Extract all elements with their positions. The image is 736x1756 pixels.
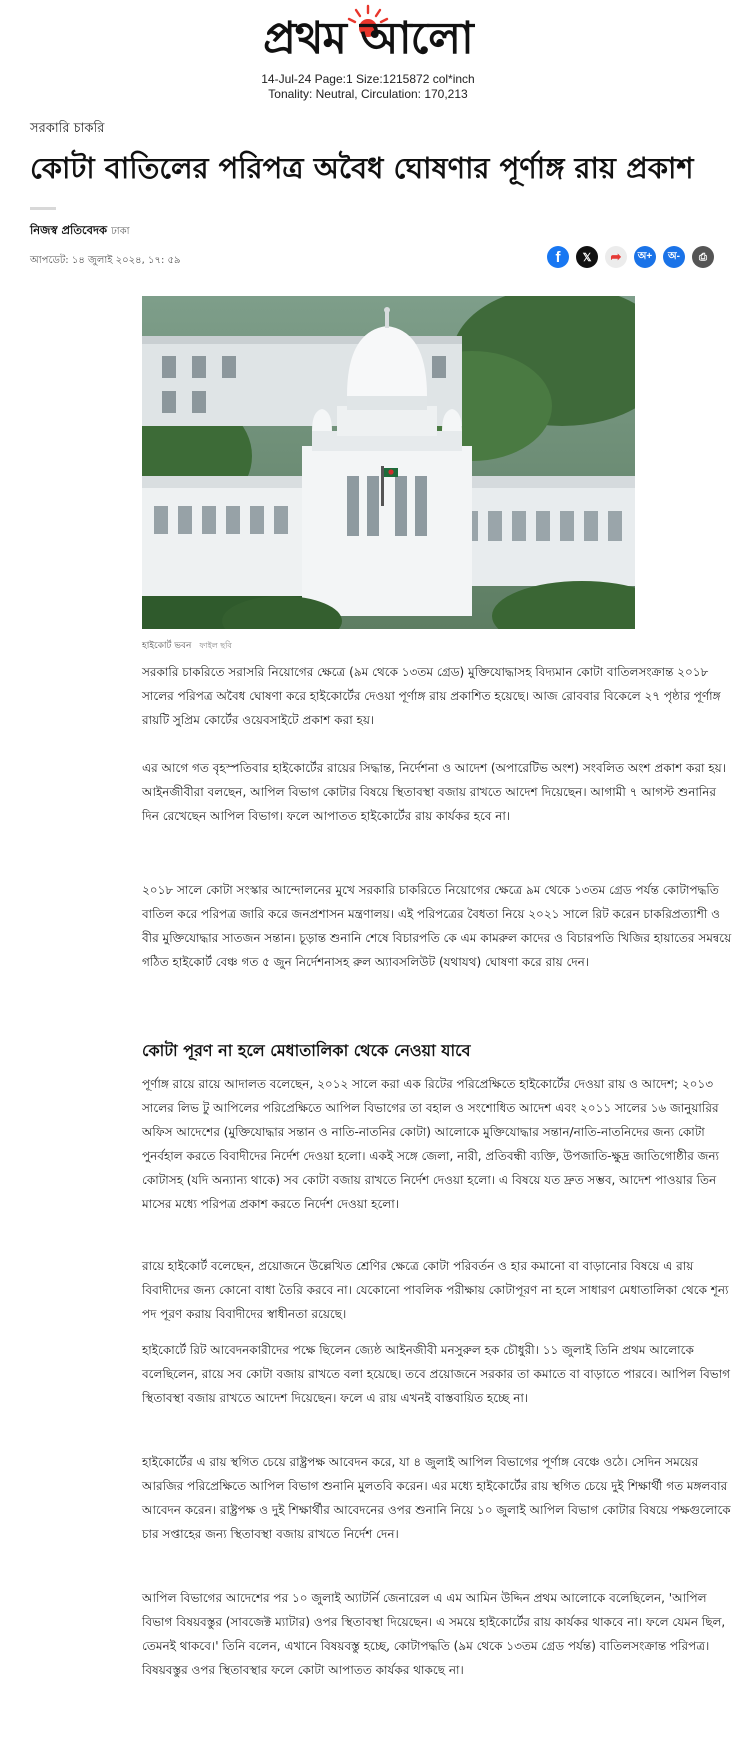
byline-author[interactable]: নিজস্ব প্রতিবেদক [30,223,108,237]
facebook-icon[interactable]: f [547,246,569,268]
article-paragraph: হাইকোর্টের এ রায় স্থগিত চেয়ে রাষ্ট্রপক্ষ আবেদন করে, যা ৪ জুলাই আপিল বিভাগের পূর্ণাঙ্গ বেঞ্চে ওঠে। সেদিন সময়ের আরজির পরিপ্রেক্ষিতে আপিল বিভাগ শুনানি মুলতবি করেন। এর মধ্যে হাইকোর্টের রায় স্থগিত চেয়ে দুই শিক্ষার্থী গত মঙ্গলবার আবেদন করেন। রাষ্ট্রপক্ষ ও দুই শিক্ষার্থীর আবেদনের ওপর শুনানি নিয়ে ১০ জুলাই আপিল বিভাগ কোটার বিষয়ে পক্ষগুলোকে চার সপ্তাহের জন্য স্থিতাবস্থা বজায় রাখতে নির্দেশ দেন। [142,1455,731,1541]
photo-caption [142,638,232,653]
masthead [0,0,736,110]
article-photo [142,296,635,629]
clipping-meta-size: 14-Jul-24 Page:1 Size:1215872 col*inch [261,72,475,86]
logo[interactable]: প্রথম আলো [263,13,473,64]
article-paragraph: রায়ে হাইকোর্ট বলেছেন, প্রয়োজনে উল্লেখিত শ্রেণির ক্ষেত্রে কোটা পরিবর্তন ও হার কমানো বা বাড়ানোর বিষয়ে এ রায় বিবাদীদের জন্য কোনো বাধা তৈরি করবে না। যেকোনো পাবলিক পরীক্ষায় কোটাপূরণ না হলে সাধারণ মেধাতালিকা থেকে শূন্য পদ পূরণ করায় বিবাদীদের স্বাধীনতা রয়েছে। [142,1259,729,1321]
share-icon[interactable]: ➦ [605,246,627,268]
article-paragraph: আপিল বিভাগের আদেশের পর ১০ জুলাই অ্যাটর্নি জেনারেল এ এম আমিন উদ্দিন প্রথম আলোকে বলেছিলেন, 'আপিল বিভাগ বিষয়বস্তুর (সাবজেক্ট ম্যাটার) ওপর স্থিতাবস্থা দিয়েছেন। এ সময়ে হাইকোর্টের রায় কার্যকর থাকবে না। ফলে যেমন ছিল, তেমনই থাকবে।' তিনি বলেন, এখানে বিষয়বস্তু হচ্ছে, কোটাপদ্ধতি (৯ম থেকে ১৩তম গ্রেড পর্যন্ত) বাতিলসংক্রান্ত পরিপত্র। বিষয়বস্তুর ওপর স্থিতাবস্থার ফলে কোটা আপাতত কার্যকর থাকছে না। [142,1591,726,1677]
headline: কোটা বাতিলের পরিপত্র অবৈধ ঘোষণার পূর্ণাঙ্গ রায় প্রকাশ [30,151,694,185]
byline-location: ঢাকা [111,226,130,237]
article-paragraph: এর আগে গত বৃহস্পতিবার হাইকোর্টের রায়ের সিদ্ধান্ত, নির্দেশনা ও আদেশ (অপারেটিভ অংশ) সংবলিত অংশ প্রকাশ করা হয়। আইনজীবীরা বলছেন, আপিল বিভাগ কোটার বিষয়ে স্থিতাবস্থা বজায় রাখতে আদেশ দিয়েছেন। আগামী ৭ আগস্ট শুনানির দিন রেখেছেন আপিল বিভাগ। ফলে আপাতত হাইকোর্টের রায় কার্যকর হবে না। [142,761,727,823]
article-paragraph: হাইকোর্টে রিট আবেদনকারীদের পক্ষে ছিলেন জ্যেষ্ঠ আইনজীবী মনসুরুল হক চৌধুরী। ১১ জুলাই তিনি প্রথম আলোকে বলেছিলেন, রায়ে সব কোটা বজায় রাখতে বলা হয়েছে। তবে প্রয়োজনে সরকার তা কমাতে বা বাড়াতে পারবে। আপিল বিভাগ স্থিতাবস্থা বজায় রাখতে আদেশ দিয়েছেন। ফলে এ রায় এখনই বাস্তবায়িত হচ্ছে না। [142,1343,731,1405]
font-decrease-icon[interactable]: অ- [663,246,685,268]
divider [30,207,56,210]
article-paragraph: ২০১৮ সালে কোটা সংস্কার আন্দোলনের মুখে সরকারি চাকরিতে নিয়োগের ক্ষেত্রে ৯ম থেকে ১৩তম গ্রেড পর্যন্ত কোটাপদ্ধতি বাতিল করে পরিপত্র জারি করে জনপ্রশাসন মন্ত্রণালয়। এই পরিপত্রের বৈধতা নিয়ে ২০২১ সালে রিট করেন চাকরিপ্রত্যাশী ও বীর মুক্তিযোদ্ধার সাতজন সন্তান। চূড়ান্ত শুনানি শেষে বিচারপতি কে এম কামরুল কাদের ও বিচারপতি খিজির হায়াতের সমন্বয়ে গঠিত হাইকোর্ট বেঞ্চ গত ৫ জুন নির্দেশনাসহ রুল অ্যাবসলিউট (যথাযথ) ঘোষণা করে রায় দেন। [142,883,732,969]
high-court-illustration [142,296,635,629]
clipping-meta-tonality: Tonality: Neutral, Circulation: 170,213 [268,87,468,101]
section-subhead: কোটা পূরণ না হলে মেধাতালিকা থেকে নেওয়া যাবে [142,1041,471,1060]
byline [30,222,130,241]
photo-credit: ফাইল ছবি [199,641,232,650]
category-link[interactable]: সরকারি চাকরি [30,121,105,136]
font-increase-icon[interactable]: অ+ [634,246,656,268]
article-paragraph: পূর্ণাঙ্গ রায়ে রায়ে আদালত বলেছেন, ২০১২ সালে করা এক রিটের পরিপ্রেক্ষিতে হাইকোর্টের দেওয়া রায় ও আদেশ; ২০১৩ সালের লিভ টু আপিলের পরিপ্রেক্ষিতে আপিল বিভাগের তা বহাল ও সংশোধিত আদেশ এবং ২০১১ সালের ১৬ জানুয়ারির অফিস আদেশের (মুক্তিযোদ্ধার সন্তান ও নাতি-নাতনির কোটা) আলোকে মুক্তিযোদ্ধার সন্তান/নাতি-নাতনিদের জন্য কোটা পুনর্বহাল করতে বিবাদীদের নির্দেশ দেওয়া হলো। একই সঙ্গে জেলা, নারী, প্রতিবন্ধী ব্যক্তি, উপজাতি-ক্ষুদ্র জাতিগোষ্ঠীর জন্য কোটাসহ (যদি অন্যান্য থাকে) সব কোটা বজায় রাখতে নির্দেশ দেওয়া হলো। এ বিষয়ে যত দ্রুত সম্ভব, আদেশ পাওয়ার তিন মাসের মধ্যে পরিপত্র প্রকাশ করতে নির্দেশ দেওয়া হলো। [142,1077,719,1211]
article-paragraph: সরকারি চাকরিতে সরাসরি নিয়োগের ক্ষেত্রে (৯ম থেকে ১৩তম গ্রেড) মুক্তিযোদ্ধাসহ বিদ্যমান কোটা বাতিলসংক্রান্ত ২০১৮ সালের পরিপত্র অবৈধ ঘোষণা করে হাইকোর্টের দেওয়া পূর্ণাঙ্গ রায় প্রকাশিত হয়েছে। আজ রোববার বিকেলে ২৭ পৃষ্ঠার পূর্ণাঙ্গ রায়টি সুপ্রিম কোর্টের ওয়েবসাইটে প্রকাশ করা হয়। [142,665,721,727]
x-icon[interactable]: 𝕏 [576,246,598,268]
photo-caption-text: হাইকোর্ট ভবন [142,641,192,651]
print-icon[interactable]: ⎙ [692,246,714,268]
updated-timestamp: আপডেট: ১৪ জুলাই ২০২৪, ১৭: ৫৯ [30,255,181,266]
